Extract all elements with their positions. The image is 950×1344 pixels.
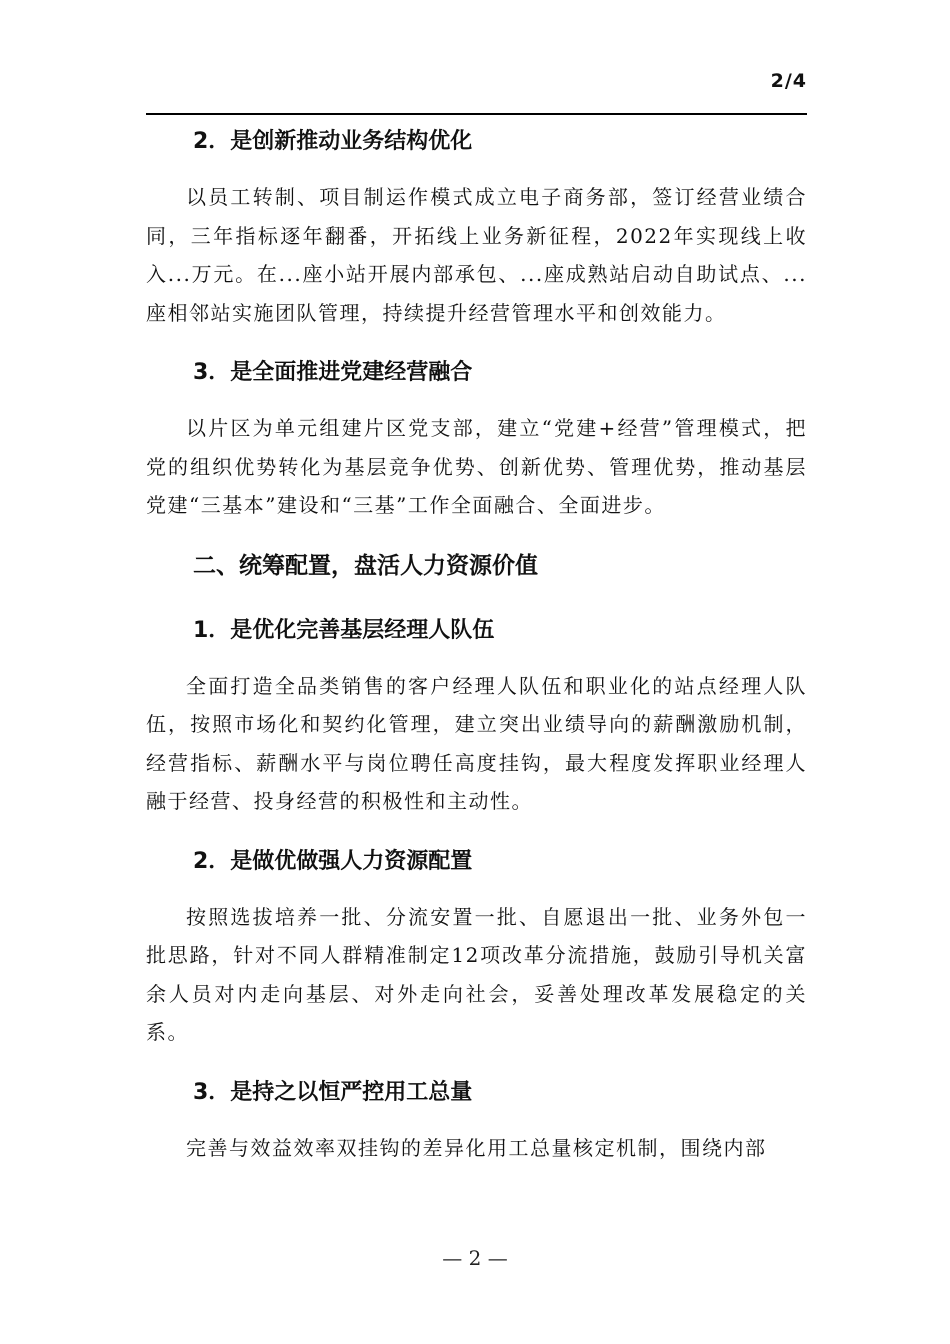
header-divider bbox=[146, 113, 807, 115]
document-body bbox=[146, 118, 807, 1167]
paragraph-party-building: 以片区为单元组建片区党支部，建立“党建+经营”管理模式，把党的组织优势转化为基层竞争优势、创新优势、管理优势，推动基层党建“三基本”建设和“三基”工作全面融合、全面进步。 bbox=[146, 416, 807, 517]
paragraph-headcount-control: 完善与效益效率双挂钩的差异化用工总量核定机制，围绕内部 bbox=[186, 1135, 767, 1160]
section-heading-3-headcount-control: 3．是持之以恒严控用工总量 bbox=[193, 1079, 473, 1105]
section-heading-2-innovation: 2．是创新推动业务结构优化 bbox=[193, 129, 473, 154]
footer-page-number: — 2 — bbox=[442, 1246, 508, 1270]
chapter-heading-human-resources: 二、统筹配置，盘活人力资源价值 bbox=[193, 552, 538, 579]
page-counter: 2/4 bbox=[770, 70, 807, 92]
section-heading-3-party-building: 3．是全面推进党建经营融合 bbox=[193, 360, 473, 385]
paragraph-hr-allocation: 按照选拔培养一批、分流安置一批、自愿退出一批、业务外包一批思路，针对不同人群精准制定12项改革分流措施，鼓励引导机关富余人员对内走向基层、对外走向社会，妥善处理改革发展稳定的关系。 bbox=[146, 904, 807, 1044]
section-heading-2-hr-allocation: 2．是做优做强人力资源配置 bbox=[193, 848, 473, 874]
paragraph-manager-team: 全面打造全品类销售的客户经理人队伍和职业化的站点经理人队伍，按照市场化和契约化管理，建立突出业绩导向的薪酬激励机制，经营指标、薪酬水平与岗位聘任高度挂钩，最大程度发挥职业经理人融于经营、投身经营的积极性和主动性。 bbox=[146, 673, 807, 813]
paragraph-innovation: 以员工转制、项目制运作模式成立电子商务部，签订经营业绩合同，三年指标逐年翻番，开拓线上业务新征程，2022年实现线上收入...万元。在...座小站开展内部承包、...座成熟站启动自助试点、...座相邻站实施团队管理，持续提升经营管理水平和创效能力。 bbox=[146, 185, 807, 325]
section-heading-1-manager-team: 1．是优化完善基层经理人队伍 bbox=[193, 617, 495, 643]
